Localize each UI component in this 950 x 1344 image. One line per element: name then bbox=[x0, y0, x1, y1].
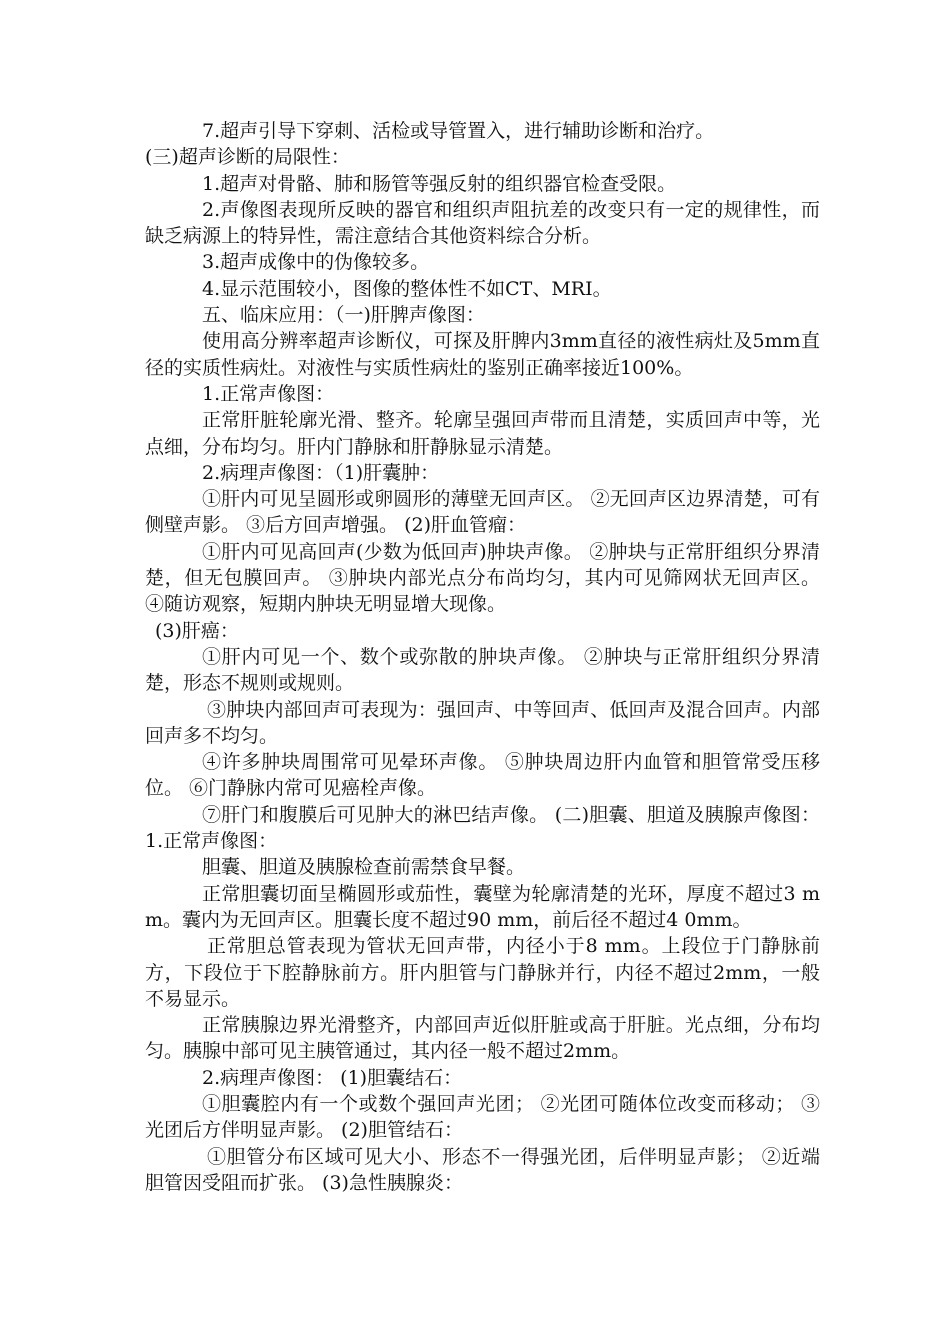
paragraph-9: 1.正常声像图： bbox=[202, 382, 335, 405]
paragraph-14: (3)肝癌： bbox=[155, 619, 239, 642]
paragraph-20: 正常胆囊切面呈椭圆形或茄性，囊壁为轮廓清楚的光环，厚度不超过3 mm。囊内为无回声区。胆囊长度不超过90 mm，前后径不超过4 0mm。 bbox=[145, 882, 820, 931]
paragraph-7: 五、临床应用：（一)肝脾声像图： bbox=[202, 304, 485, 327]
paragraph-24: ①胆囊腔内有一个或数个强回声光团； ②光团可随体位改变而移动； ③光团后方伴明显声影。 (2)胆管结石： bbox=[145, 1092, 820, 1142]
paragraph-3: 1.超声对骨骼、肺和肠管等强反射的组织器官检查受限。 bbox=[202, 172, 677, 195]
paragraph-23: 2.病理声像图： (1)胆囊结石： bbox=[202, 1066, 463, 1089]
paragraph-17: ④许多肿块周围常可见晕环声像。 ⑤肿块周边肝内血管和胆管常受压移位。 ⑥门静脉内常可见癌栓声像。 bbox=[145, 751, 820, 800]
paragraph-22: 正常胰腺边界光滑整齐，内部回声近似肝脏或高于肝脏。光点细，分布均匀。胰腺中部可见主胰管通过，其内径一般不超过2mm。 bbox=[145, 1014, 820, 1063]
paragraph-18: ⑦肝门和腹膜后可见肿大的淋巴结声像。 (二)胆囊、胆道及胰腺声像图： 1.正常声像图： bbox=[145, 803, 820, 853]
document-body bbox=[145, 118, 820, 1196]
paragraph-11: 2.病理声像图：（1)肝囊肿： bbox=[202, 461, 440, 484]
paragraph-6: 4.显示范围较小，图像的整体性不如CT、MRI。 bbox=[202, 277, 612, 300]
paragraph-1: 7.超声引导下穿刺、活检或导管置入，进行辅助诊断和治疗。 bbox=[202, 120, 715, 142]
paragraph-19: 胆囊、胆道及胰腺检查前需禁食早餐。 bbox=[202, 856, 526, 879]
paragraph-2: (三)超声诊断的局限性： bbox=[145, 146, 350, 169]
paragraph-12: ①肝内可见呈圆形或卵圆形的薄壁无回声区。 ②无回声区边界清楚，可有侧壁声影。 ③后方回声增强。 (2)肝血管瘤： bbox=[145, 488, 820, 537]
paragraph-15: ①肝内可见一个、数个或弥散的肿块声像。 ②肿块与正常肝组织分界清楚，形态不规则或规则。 bbox=[145, 645, 820, 695]
paragraph-21: 正常胆总管表现为管状无回声带，内径小于8 mm。上段位于门静脉前方，下段位于下腔静脉前方。肝内胆管与门静脉并行，内径不超过2mm，一般不易显示。 bbox=[145, 935, 820, 1010]
paragraph-5: 3.超声成像中的伪像较多。 bbox=[202, 251, 430, 274]
paragraph-10: 正常肝脏轮廓光滑、整齐。轮廓呈强回声带而且清楚，实质回声中等，光点细，分布均匀。肝内门静脉和肝静脉显示清楚。 bbox=[145, 409, 820, 458]
paragraph-16: ③肿块内部回声可表现为：强回声、中等回声、低回声及混合回声。内部回声多不均匀。 bbox=[145, 698, 820, 747]
paragraph-8: 使用高分辨率超声诊断仪，可探及肝脾内3mm直径的液性病灶及5mm直径的实质性病灶。对液性与实质性病灶的鉴别正确率接近100%。 bbox=[145, 330, 820, 379]
paragraph-4: 2.声像图表现所反映的器官和组织声阻抗差的改变只有一定的规律性，而缺乏病源上的特异性，需注意结合其他资料综合分析。 bbox=[145, 198, 820, 248]
paragraph-13: ①肝内可见高回声(少数为低回声)肿块声像。 ②肿块与正常肝组织分界清楚，但无包膜回声。 ③肿块内部光点分布尚均匀，其内可见筛网状无回声区。 ④随访观察，短期内肿块无明显增大现像。 bbox=[145, 540, 820, 616]
paragraph-25: ①胆管分布区域可见大小、形态不一得强光团，后伴明显声影； ②近端胆管因受阻而扩张。 (3)急性胰腺炎： bbox=[145, 1145, 820, 1194]
